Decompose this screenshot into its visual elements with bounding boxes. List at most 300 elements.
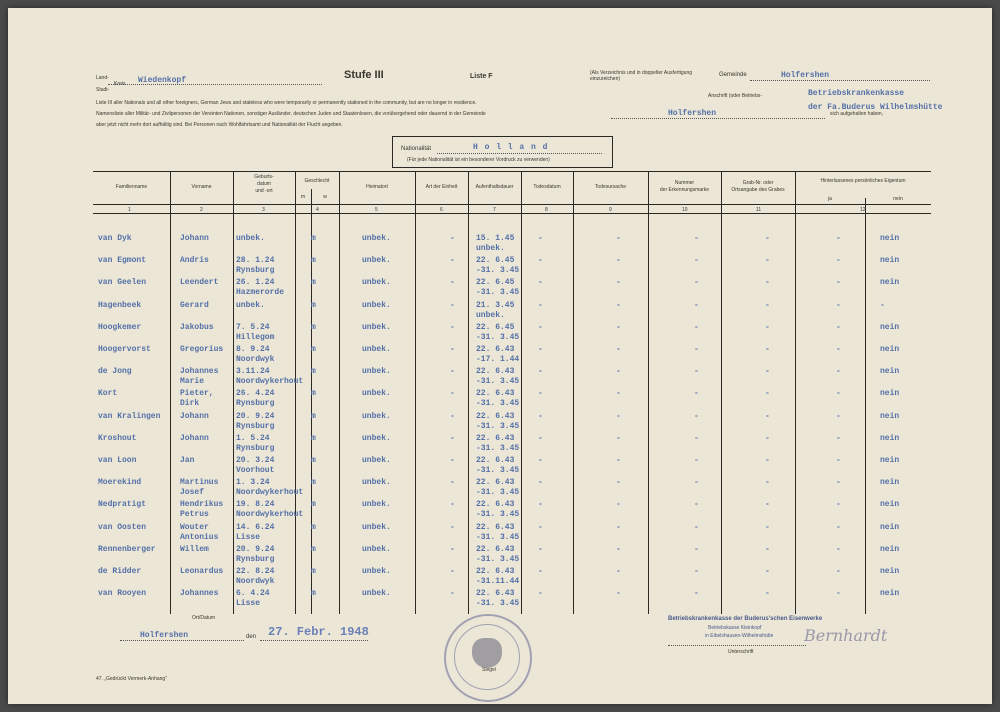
- cell-unit: -: [450, 367, 455, 376]
- cell-prop-nein: nein: [880, 278, 900, 287]
- table-top-line: [93, 171, 931, 172]
- cell-sex: m: [311, 412, 316, 421]
- cell-first2: Josef: [180, 488, 205, 497]
- cell-prop-nein: nein: [880, 256, 900, 265]
- cell-last: de Ridder: [98, 567, 142, 576]
- cell-death: -: [538, 478, 543, 487]
- cell-last: de Jong: [98, 367, 132, 376]
- cell-death: -: [538, 500, 543, 509]
- header-todesursache: Todesursache: [594, 184, 627, 190]
- cell-unit: -: [450, 567, 455, 576]
- cell-last: van Kralingen: [98, 412, 161, 421]
- cell-tag: -: [694, 323, 699, 332]
- cell-first: Johann: [180, 412, 209, 421]
- cell-birth: 20. 9.24: [236, 412, 275, 421]
- table-row: [8, 367, 992, 389]
- cell-first: Gerard: [180, 301, 209, 310]
- cell-prop-ja: -: [836, 412, 841, 421]
- cell-sex: m: [311, 478, 316, 487]
- company-stamp-1: Betriebskrankenkasse der Buderus'schen Eisenwerke: [668, 616, 823, 622]
- header-aufenthalt: Aufenthaltsdauer: [475, 184, 514, 190]
- cell-tag: -: [694, 545, 699, 554]
- table-row: [8, 412, 992, 434]
- table-row: [8, 301, 992, 323]
- cell-prop-nein: nein: [880, 589, 900, 598]
- cell-unit: -: [450, 500, 455, 509]
- col-number-12: 12: [860, 207, 866, 213]
- form-title: Stufe III: [344, 69, 384, 81]
- cell-stay: 22. 6.43: [476, 478, 515, 487]
- cell-sex: m: [311, 301, 316, 310]
- cell-unit: -: [450, 545, 455, 554]
- cell-stay2: -31. 3.45: [476, 510, 520, 519]
- cell-sex: m: [311, 434, 316, 443]
- cell-prop-ja: -: [836, 567, 841, 576]
- footer-place: Holfershen: [140, 631, 189, 640]
- cell-prop-ja: -: [836, 545, 841, 554]
- header-familienname: Familienname: [115, 184, 148, 190]
- cell-birth: 26. 4.24: [236, 389, 275, 398]
- cell-first: Martinus: [180, 478, 219, 487]
- cell-sex: m: [311, 256, 316, 265]
- cell-unit: -: [450, 323, 455, 332]
- cell-birth: 26. 1.24: [236, 278, 275, 287]
- cell-tag: -: [694, 500, 699, 509]
- cell-grave: -: [765, 567, 770, 576]
- table-row: [8, 478, 992, 500]
- cell-death: -: [538, 301, 543, 310]
- cell-sex: m: [311, 589, 316, 598]
- cell-birth2: Voorhout: [236, 466, 275, 475]
- cell-death: -: [538, 389, 543, 398]
- cell-stay: 22. 6.43: [476, 345, 515, 354]
- cell-cause: -: [616, 278, 621, 287]
- cell-prop-nein: nein: [880, 500, 900, 509]
- cell-first: Hendrikus: [180, 500, 224, 509]
- cell-prop-nein: nein: [880, 412, 900, 421]
- col-number-6: 6: [440, 207, 443, 213]
- description-line-2-end: sich aufgehalten haben,: [830, 111, 884, 117]
- cell-first: Andris: [180, 256, 209, 265]
- header-grab: Grab-Nr. oder Ortsangabe des Grabes: [731, 180, 785, 193]
- cell-stay2: unbek.: [476, 244, 505, 253]
- cell-birth2: Noordwykerhout: [236, 510, 304, 519]
- cell-last: van Oosten: [98, 523, 147, 532]
- cell-prop-nein: nein: [880, 545, 900, 554]
- cell-last: Kort: [98, 389, 118, 398]
- cell-grave: -: [765, 323, 770, 332]
- cell-last: van Loon: [98, 456, 137, 465]
- cell-birth: 8. 9.24: [236, 345, 270, 354]
- cell-grave: -: [765, 589, 770, 598]
- col-number-11: 11: [756, 207, 762, 213]
- cell-sex: m: [311, 545, 316, 554]
- description-line-1: Liste III aller Nationals und all other foreigners, German Jews and stateless who were temporarily or permanently stationed in the community, but are no longer in residence.: [96, 100, 477, 106]
- cell-birth2: Hillegom: [236, 333, 275, 342]
- cell-first: Johann: [180, 234, 209, 243]
- cell-stay: 22. 6.43: [476, 545, 515, 554]
- cell-birth2: Rynsburg: [236, 555, 275, 564]
- nationality-line: [437, 153, 602, 154]
- header-prop-ja: ja: [828, 196, 832, 202]
- cell-tag: -: [694, 412, 699, 421]
- form-note: 47. „Gedrückt Vermerk-Anhang": [96, 676, 167, 682]
- cell-birth2: Rynsburg: [236, 399, 275, 408]
- cell-stay2: -31. 3.45: [476, 288, 520, 297]
- cell-grave: -: [765, 345, 770, 354]
- document-page: [8, 8, 992, 704]
- cell-sex: m: [311, 500, 316, 509]
- anschrift-label: Anschrift (oder Betriebs-: [708, 93, 762, 99]
- header-bottom-line: [93, 204, 931, 205]
- cell-tag: -: [694, 434, 699, 443]
- liste-label: Liste F: [470, 73, 493, 80]
- cell-prop-ja: -: [836, 589, 841, 598]
- table-row: [8, 567, 992, 589]
- cell-prop-nein: nein: [880, 523, 900, 532]
- cell-death: -: [538, 567, 543, 576]
- cell-first: Pieter,: [180, 389, 214, 398]
- cell-stay2: -31. 3.45: [476, 377, 520, 386]
- table-row: [8, 545, 992, 567]
- header-erkennungsmarke: Nummer der Erkennungsmarke: [659, 180, 710, 193]
- cell-birth: 3.11.24: [236, 367, 270, 376]
- cell-prop-ja: -: [836, 478, 841, 487]
- cell-home: unbek.: [362, 345, 391, 354]
- cell-birth: 20. 9.24: [236, 545, 275, 554]
- cell-first2: Antonius: [180, 533, 219, 542]
- cell-unit: -: [450, 256, 455, 265]
- cell-stay2: unbek.: [476, 311, 505, 320]
- cell-home: unbek.: [362, 567, 391, 576]
- cell-stay: 22. 6.45: [476, 256, 515, 265]
- cell-unit: -: [450, 456, 455, 465]
- cell-home: unbek.: [362, 523, 391, 532]
- nationality-box: [392, 136, 613, 168]
- cell-unit: -: [450, 412, 455, 421]
- cell-home: unbek.: [362, 434, 391, 443]
- cell-birth2: Rynsburg: [236, 444, 275, 453]
- header-geburtsdatum: Geburts- datum und -ort: [254, 174, 274, 194]
- cell-home: unbek.: [362, 323, 391, 332]
- cell-stay2: -31. 3.45: [476, 422, 520, 431]
- cell-stay2: -31. 3.45: [476, 266, 520, 275]
- cell-sex: m: [311, 456, 316, 465]
- cell-prop-nein: nein: [880, 567, 900, 576]
- cell-death: -: [538, 523, 543, 532]
- nationality-note: (Für jede Nationalität ist ein besonderer Vordruck zu verwenden): [407, 157, 550, 163]
- cell-grave: -: [765, 367, 770, 376]
- cell-stay2: -31.11.44: [476, 577, 520, 586]
- header-einheit: Art der Einheit: [425, 184, 458, 190]
- cell-last: Moerekind: [98, 478, 142, 487]
- table-row: [8, 523, 992, 545]
- cell-prop-nein: -: [880, 301, 885, 310]
- cell-stay: 22. 6.43: [476, 412, 515, 421]
- cell-cause: -: [616, 345, 621, 354]
- cell-stay2: -31. 3.45: [476, 399, 520, 408]
- cell-prop-ja: -: [836, 523, 841, 532]
- col-number-4: 4: [316, 207, 319, 213]
- cell-sex: m: [311, 278, 316, 287]
- cell-sex: m: [311, 367, 316, 376]
- cell-birth: 1. 3.24: [236, 478, 270, 487]
- cell-grave: -: [765, 478, 770, 487]
- cell-death: -: [538, 589, 543, 598]
- cell-tag: -: [694, 589, 699, 598]
- place-signature-line: [120, 640, 244, 641]
- cell-cause: -: [616, 545, 621, 554]
- cell-home: unbek.: [362, 545, 391, 554]
- cell-death: -: [538, 323, 543, 332]
- handwritten-signature: Bernhardt: [804, 626, 888, 645]
- cell-last: van Dyk: [98, 234, 132, 243]
- cell-unit: -: [450, 234, 455, 243]
- anschrift-value-1: Betriebskrankenkasse: [808, 89, 905, 98]
- cell-prop-nein: nein: [880, 389, 900, 398]
- official-seal: [444, 614, 532, 702]
- cell-first2: Marie: [180, 377, 205, 386]
- cell-tag: -: [694, 389, 699, 398]
- eagle-emblem-icon: [472, 638, 502, 668]
- cell-tag: -: [694, 345, 699, 354]
- cell-home: unbek.: [362, 367, 391, 376]
- cell-stay: 22. 6.43: [476, 567, 515, 576]
- cell-tag: -: [694, 567, 699, 576]
- company-stamp-3: in Eibelshausen-Wilhelmshütte: [705, 633, 774, 639]
- cell-death: -: [538, 345, 543, 354]
- cell-tag: -: [694, 478, 699, 487]
- header-sex-w: w: [323, 194, 327, 200]
- description-line-3: aber jetzt nicht mehr dort aufhältig sind. Bei Personen nach Wohlfahrtsamt und Nationalität der Flucht angeben.: [96, 122, 343, 128]
- kreis-value: Wiedenkopf: [138, 76, 187, 85]
- cell-sex: m: [311, 389, 316, 398]
- cell-stay: 22. 6.43: [476, 500, 515, 509]
- cell-grave: -: [765, 500, 770, 509]
- description-place: Holfershen: [668, 109, 717, 118]
- cell-stay2: -31. 3.45: [476, 599, 520, 608]
- cell-home: unbek.: [362, 256, 391, 265]
- cell-death: -: [538, 256, 543, 265]
- cell-home: unbek.: [362, 500, 391, 509]
- cell-birth: 22. 8.24: [236, 567, 275, 576]
- col-number-7: 7: [493, 207, 496, 213]
- cell-first2: Petrus: [180, 510, 209, 519]
- cell-first: Jakobus: [180, 323, 214, 332]
- cell-cause: -: [616, 323, 621, 332]
- cell-cause: -: [616, 412, 621, 421]
- cell-prop-nein: nein: [880, 323, 900, 332]
- cell-first: Johann: [180, 434, 209, 443]
- table-row: [8, 256, 992, 278]
- cell-stay: 22. 6.43: [476, 367, 515, 376]
- cell-cause: -: [616, 523, 621, 532]
- col-number-3: 3: [262, 207, 265, 213]
- cell-prop-ja: -: [836, 456, 841, 465]
- cell-first: Jan: [180, 456, 195, 465]
- cell-grave: -: [765, 234, 770, 243]
- cell-stay: 15. 1.45: [476, 234, 515, 243]
- cell-home: unbek.: [362, 234, 391, 243]
- cell-last: Rennenberger: [98, 545, 156, 554]
- cell-sex: m: [311, 567, 316, 576]
- cell-grave: -: [765, 434, 770, 443]
- cell-grave: -: [765, 412, 770, 421]
- col-number-2: 2: [200, 207, 203, 213]
- cell-first: Willem: [180, 545, 209, 554]
- cell-cause: -: [616, 434, 621, 443]
- cell-first: Johannes: [180, 589, 219, 598]
- cell-death: -: [538, 456, 543, 465]
- header-sex-m: m: [300, 194, 306, 200]
- cell-unit: -: [450, 389, 455, 398]
- cell-stay: 22. 6.43: [476, 389, 515, 398]
- cell-birth2: Noordwyk: [236, 355, 275, 364]
- cell-stay: 22. 6.43: [476, 456, 515, 465]
- cell-birth: 6. 4.24: [236, 589, 270, 598]
- cell-birth2: Noordwykerhout: [236, 488, 304, 497]
- cell-prop-nein: nein: [880, 456, 900, 465]
- col-number-1: 1: [128, 207, 131, 213]
- cell-tag: -: [694, 256, 699, 265]
- cell-unit: -: [450, 345, 455, 354]
- cell-cause: -: [616, 589, 621, 598]
- signature-line: [668, 645, 806, 646]
- cell-stay: 22. 6.45: [476, 323, 515, 332]
- cell-stay2: -31. 3.45: [476, 444, 520, 453]
- cell-sex: m: [311, 523, 316, 532]
- cell-home: unbek.: [362, 589, 391, 598]
- cell-home: unbek.: [362, 412, 391, 421]
- cell-sex: m: [311, 323, 316, 332]
- cell-first: Johannes: [180, 367, 219, 376]
- cell-first: Leonardus: [180, 567, 224, 576]
- cell-birth2: Rynsburg: [236, 266, 275, 275]
- cell-tag: -: [694, 456, 699, 465]
- header-prop-nein: nein: [893, 196, 903, 202]
- cell-death: -: [538, 412, 543, 421]
- cell-first: Leendert: [180, 278, 219, 287]
- cell-stay2: -17. 1.44: [476, 355, 520, 364]
- cell-home: unbek.: [362, 389, 391, 398]
- cell-birth: unbek.: [236, 234, 265, 243]
- cell-last: van Egmont: [98, 256, 147, 265]
- cell-prop-ja: -: [836, 256, 841, 265]
- cell-death: -: [538, 434, 543, 443]
- cell-home: unbek.: [362, 478, 391, 487]
- cell-prop-ja: -: [836, 234, 841, 243]
- cell-tag: -: [694, 234, 699, 243]
- company-stamp-2: Betriebskasse Kleinkopf: [708, 625, 762, 631]
- cell-first2: Dirk: [180, 399, 200, 408]
- header-eigentum: Hinterlassenes persönliches Eigentum: [820, 178, 906, 184]
- cell-grave: -: [765, 523, 770, 532]
- cell-last: van Rooyen: [98, 589, 147, 598]
- cell-birth2: Hazmerorde: [236, 288, 285, 297]
- cell-tag: -: [694, 301, 699, 310]
- cell-first: Gregorius: [180, 345, 224, 354]
- cell-last: Hoogervorst: [98, 345, 151, 354]
- stadt-label: Stadt-: [96, 87, 110, 93]
- nationality-value: H o l l a n d: [473, 143, 549, 152]
- cell-cause: -: [616, 256, 621, 265]
- cell-prop-ja: -: [836, 301, 841, 310]
- numbers-bottom-line: [93, 213, 931, 214]
- cell-grave: -: [765, 545, 770, 554]
- footer-den: den: [246, 634, 257, 640]
- cell-unit: -: [450, 478, 455, 487]
- cell-stay: 22. 6.43: [476, 434, 515, 443]
- cell-cause: -: [616, 456, 621, 465]
- table-row: [8, 345, 992, 367]
- table-row: [8, 234, 992, 256]
- cell-birth: 20. 3.24: [236, 456, 275, 465]
- cell-last: Kroshout: [98, 434, 137, 443]
- cell-grave: -: [765, 456, 770, 465]
- cell-last: van Geelen: [98, 278, 147, 287]
- cell-birth2: Lisse: [236, 599, 261, 608]
- cell-birth2: Noordwyk: [236, 577, 275, 586]
- cell-birth: 19. 8.24: [236, 500, 275, 509]
- cell-prop-nein: nein: [880, 367, 900, 376]
- cell-death: -: [538, 234, 543, 243]
- cell-last: Hagenbeek: [98, 301, 142, 310]
- cell-stay: 22. 6.43: [476, 589, 515, 598]
- table-row: [8, 278, 992, 300]
- cell-stay2: -31. 3.45: [476, 488, 520, 497]
- cell-unit: -: [450, 589, 455, 598]
- table-row: [8, 500, 992, 522]
- submit-note: (Als Verzeichnis und in doppelter Ausfertigung einzureichen): [590, 70, 693, 82]
- cell-prop-nein: nein: [880, 345, 900, 354]
- cell-stay: 22. 6.45: [476, 278, 515, 287]
- footer-date-stamp: 27. Febr. 1948: [268, 625, 369, 639]
- cell-cause: -: [616, 567, 621, 576]
- signature-label: Unterschrift: [728, 649, 754, 655]
- cell-prop-ja: -: [836, 345, 841, 354]
- cell-tag: -: [694, 367, 699, 376]
- cell-cause: -: [616, 478, 621, 487]
- cell-home: unbek.: [362, 456, 391, 465]
- cell-prop-ja: -: [836, 500, 841, 509]
- cell-unit: -: [450, 278, 455, 287]
- cell-home: unbek.: [362, 301, 391, 310]
- cell-tag: -: [694, 523, 699, 532]
- cell-cause: -: [616, 301, 621, 310]
- cell-last: Hoogkemer: [98, 323, 142, 332]
- cell-stay2: -31. 3.45: [476, 466, 520, 475]
- cell-birth: unbek.: [236, 301, 265, 310]
- cell-birth: 14. 6.24: [236, 523, 275, 532]
- col-number-8: 8: [545, 207, 548, 213]
- cell-birth: 28. 1.24: [236, 256, 275, 265]
- cell-home: unbek.: [362, 278, 391, 287]
- cell-prop-ja: -: [836, 278, 841, 287]
- cell-stay2: -31. 3.45: [476, 555, 520, 564]
- cell-death: -: [538, 545, 543, 554]
- cell-prop-ja: -: [836, 323, 841, 332]
- anschrift-value-2: der Fa.Buderus Wilhelmshütte: [808, 103, 943, 112]
- cell-stay2: -31. 3.45: [476, 533, 520, 542]
- cell-sex: m: [311, 345, 316, 354]
- cell-last: Nedpratigt: [98, 500, 147, 509]
- cell-death: -: [538, 367, 543, 376]
- cell-prop-ja: -: [836, 367, 841, 376]
- header-todesdatum: Todesdatum: [533, 184, 561, 190]
- table-row: [8, 389, 992, 411]
- cell-tag: -: [694, 278, 699, 287]
- land-label: Land-: [96, 75, 109, 81]
